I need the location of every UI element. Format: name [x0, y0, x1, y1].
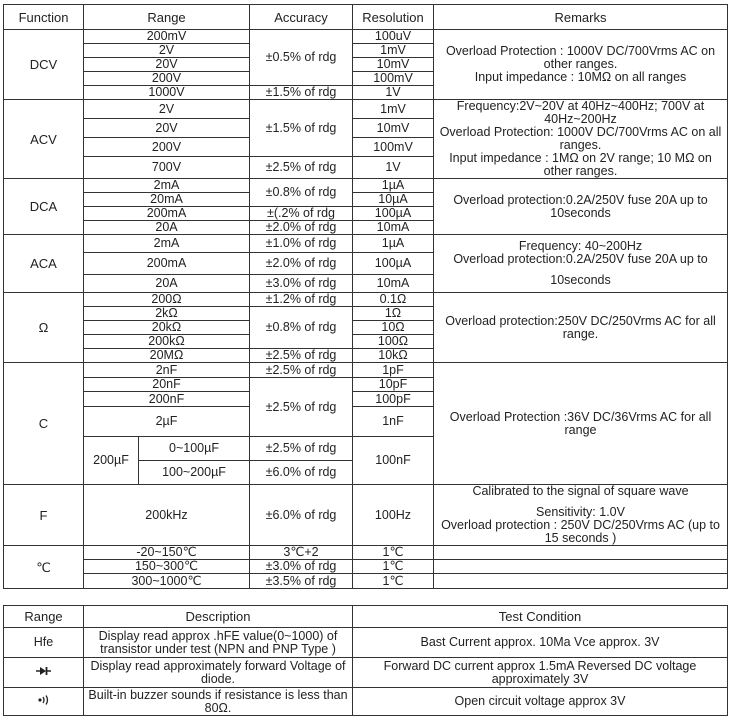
resolution-cell: 10Ω	[353, 321, 434, 335]
accuracy-cell: ±2.5% of rdg	[250, 363, 353, 378]
resolution-cell: 1℃	[353, 546, 434, 560]
header-description: Description	[84, 606, 353, 628]
remark-line: Overload Protection: 1000V DC/700Vrms AC on all ranges.	[439, 125, 722, 152]
range-cell: 200nF	[84, 392, 250, 407]
range-cell: 2V	[84, 100, 250, 119]
accuracy-cell: ±1.5% of rdg	[250, 100, 353, 157]
accuracy-cell: ±6.0% of rdg	[250, 461, 353, 485]
remarks-dca: Overload protection:0.2A/250V fuse 20A up to 10seconds	[434, 179, 728, 235]
remarks-capacitance: Overload Protection :36V DC/36Vrms AC for all range	[434, 363, 728, 485]
table-row	[4, 363, 728, 378]
range-cell: 200mV	[84, 30, 250, 44]
range-cell: 2mA	[84, 235, 250, 253]
table-row	[4, 485, 728, 546]
range-hfe: Hfe	[4, 628, 84, 658]
range-cell: 300~1000℃	[84, 574, 250, 589]
accuracy-cell: ±2.5% of rdg	[250, 378, 353, 437]
table-row	[4, 30, 728, 44]
table-row	[4, 560, 728, 574]
accuracy-cell: 3℃+2	[250, 546, 353, 560]
resolution-cell: 100uV	[353, 30, 434, 44]
function-aca: ACA	[4, 235, 84, 293]
range-cell: 200kHz	[84, 485, 250, 546]
table-row	[4, 235, 728, 253]
range-cell: 2mA	[84, 179, 250, 193]
header-row	[4, 606, 728, 628]
function-acv: ACV	[4, 100, 84, 179]
resolution-cell: 1mV	[353, 44, 434, 58]
range-cell: 150~300℃	[84, 560, 250, 574]
resolution-cell: 100mV	[353, 138, 434, 157]
resolution-cell: 100pF	[353, 392, 434, 407]
remarks-empty	[434, 574, 728, 589]
accuracy-cell: ±2.0% of rdg	[250, 221, 353, 235]
resolution-cell: 1nF	[353, 407, 434, 437]
accuracy-cell: ±3.0% of rdg	[250, 275, 353, 293]
description-cell: Built-in buzzer sounds if resistance is less than 80Ω.	[84, 688, 353, 716]
description-cell: Display read approx .hFE value(0~1000) of transistor under test (NPN and PNP Type )	[84, 628, 353, 658]
remarks-aca	[434, 235, 728, 293]
buzzer-icon	[37, 694, 51, 706]
function-frequency: F	[4, 485, 84, 546]
remark-line: Overload protection:0.2A/250V fuse 20A up to	[453, 252, 708, 266]
header-test-condition: Test Condition	[353, 606, 728, 628]
header-range: Range	[84, 5, 250, 30]
subrange-cell: 0~100µF	[139, 437, 250, 461]
condition-cell: Bast Current approx. 10Ma Vce approx. 3V	[353, 628, 728, 658]
remark-line: Frequency: 40~200Hz	[518, 239, 643, 253]
remarks-acv	[434, 100, 728, 179]
resolution-cell: 10mA	[353, 221, 434, 235]
resolution-cell: 100Ω	[353, 335, 434, 349]
accuracy-cell: ±3.0% of rdg	[250, 560, 353, 574]
remark-line: 10seconds	[550, 273, 611, 287]
resolution-cell: 1pF	[353, 363, 434, 378]
resolution-cell: 10mV	[353, 58, 434, 72]
remarks-frequency	[434, 485, 728, 546]
accuracy-cell: ±1.5% of rdg	[250, 86, 353, 100]
accuracy-cell: ±6.0% of rdg	[250, 485, 353, 546]
resolution-cell: 10µA	[353, 193, 434, 207]
accuracy-cell: ±0.5% of rdg	[250, 30, 353, 86]
function-capacitance: C	[4, 363, 84, 485]
remarks-empty	[434, 560, 728, 574]
accuracy-cell: ±2.0% of rdg	[250, 253, 353, 275]
table-row	[4, 100, 728, 119]
range-cell: 20V	[84, 119, 250, 138]
function-dca: DCA	[4, 179, 84, 235]
table-row	[4, 546, 728, 560]
remark-line: Frequency:2V~20V at 40Hz~400Hz; 700V at 40Hz~200Hz	[456, 99, 705, 126]
condition-cell: Forward DC current approx 1.5mA Reversed DC voltage approximately 3V	[353, 658, 728, 688]
resolution-cell: 1Ω	[353, 307, 434, 321]
range-cell: 20A	[84, 275, 250, 293]
table-row	[4, 688, 728, 716]
range-cell: 2µF	[84, 407, 250, 437]
table-row	[4, 658, 728, 688]
resolution-cell: 100nF	[353, 437, 434, 485]
table-row	[4, 293, 728, 307]
header-range: Range	[4, 606, 84, 628]
range-cell: 200kΩ	[84, 335, 250, 349]
remark-line: Overload protection : 250V DC/250Vrms AC (up to 15 seconds )	[441, 518, 720, 545]
resolution-cell: 1V	[353, 157, 434, 179]
range-cell: -20~150℃	[84, 546, 250, 560]
resolution-cell: 1mV	[353, 100, 434, 119]
subrange-cell: 100~200µF	[139, 461, 250, 485]
remarks-empty	[434, 546, 728, 560]
resolution-cell: 100µA	[353, 207, 434, 221]
range-cell: 2V	[84, 44, 250, 58]
table-row	[4, 574, 728, 589]
description-cell: Display read approximately forward Voltage of diode.	[84, 658, 353, 688]
accuracy-cell: ±3.5% of rdg	[250, 574, 353, 589]
resolution-cell: 10kΩ	[353, 349, 434, 363]
range-cell: 20nF	[84, 378, 250, 392]
range-group-cell: 200µF	[84, 437, 139, 485]
resolution-cell: 10mA	[353, 275, 434, 293]
resolution-cell: 1µA	[353, 235, 434, 253]
table-row	[4, 628, 728, 658]
diode-icon	[36, 666, 52, 676]
accuracy-cell: ±(.2% of rdg	[250, 207, 353, 221]
range-cell: 200Ω	[84, 293, 250, 307]
resolution-cell: 100mV	[353, 72, 434, 86]
range-cell: 200V	[84, 72, 250, 86]
header-remarks: Remarks	[434, 5, 728, 30]
accuracy-cell: ±1.0% of rdg	[250, 235, 353, 253]
function-ohm: Ω	[4, 293, 84, 363]
function-dcv: DCV	[4, 30, 84, 100]
special-functions-table	[3, 605, 728, 716]
resolution-cell: 100µA	[353, 253, 434, 275]
spec-table	[3, 4, 728, 589]
header-accuracy: Accuracy	[250, 5, 353, 30]
range-cell: 2nF	[84, 363, 250, 378]
range-cell: 2kΩ	[84, 307, 250, 321]
remark-line: Input impedance : 1MΩ on 2V range; 10 MΩ on other ranges.	[449, 151, 712, 178]
resolution-cell: 1µA	[353, 179, 434, 193]
range-cell: 700V	[84, 157, 250, 179]
range-cell: 200V	[84, 138, 250, 157]
remark-line: Calibrated to the signal of square wave	[472, 484, 689, 498]
accuracy-cell: ±1.2% of rdg	[250, 293, 353, 307]
range-cell: 20A	[84, 221, 250, 235]
accuracy-cell: ±0.8% of rdg	[250, 307, 353, 349]
resolution-cell: 100Hz	[353, 485, 434, 546]
condition-cell: Open circuit voltage approx 3V	[353, 688, 728, 716]
remark-line: Overload Protection : 1000V DC/700Vrms AC on other ranges.	[445, 44, 716, 71]
accuracy-cell: ±2.5% of rdg	[250, 349, 353, 363]
range-cell: 1000V	[84, 86, 250, 100]
header-function: Function	[4, 5, 84, 30]
range-cell: 20kΩ	[84, 321, 250, 335]
accuracy-cell: ±0.8% of rdg	[250, 179, 353, 207]
range-cell: 20MΩ	[84, 349, 250, 363]
accuracy-cell: ±2.5% of rdg	[250, 157, 353, 179]
resolution-cell: 10mV	[353, 119, 434, 138]
header-row	[4, 5, 728, 30]
header-resolution: Resolution	[353, 5, 434, 30]
resolution-cell: 1V	[353, 86, 434, 100]
range-cell: 20mA	[84, 193, 250, 207]
table-row	[4, 179, 728, 193]
resolution-cell: 1℃	[353, 574, 434, 589]
resolution-cell: 10pF	[353, 378, 434, 392]
remark-line: Sensitivity: 1.0V	[536, 505, 625, 519]
range-diode	[4, 658, 84, 688]
remarks-dcv	[434, 30, 728, 100]
remark-line: Input impedance : 10MΩ on all ranges	[474, 70, 687, 84]
function-temperature: ℃	[4, 546, 84, 589]
remarks-ohm: Overload protection:250V DC/250Vrms AC for all range.	[434, 293, 728, 363]
resolution-cell: 1℃	[353, 560, 434, 574]
resolution-cell: 0.1Ω	[353, 293, 434, 307]
range-buzzer	[4, 688, 84, 716]
range-cell: 200mA	[84, 253, 250, 275]
accuracy-cell: ±2.5% of rdg	[250, 437, 353, 461]
range-cell: 20V	[84, 58, 250, 72]
range-cell: 200mA	[84, 207, 250, 221]
